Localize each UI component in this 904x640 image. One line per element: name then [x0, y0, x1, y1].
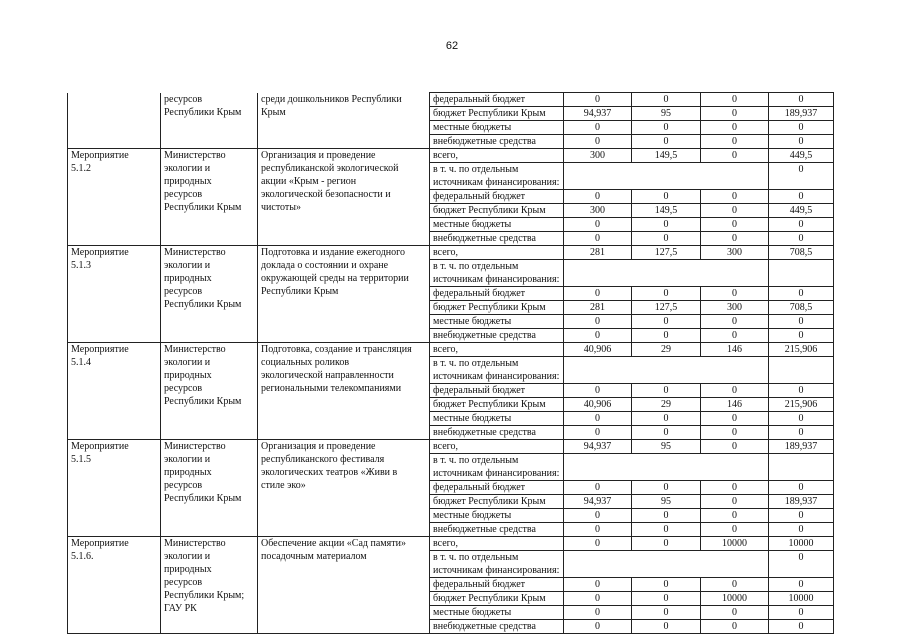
amount-cell-total: 708,5 [769, 301, 834, 315]
source-label: федеральный бюджет [430, 287, 564, 301]
measure-cell: Мероприятие 5.1.6. [68, 537, 161, 634]
amount-cell-v2: 0 [632, 287, 701, 301]
amount-cell-v3: 0 [701, 232, 769, 246]
description-cell: Обеспечение акции «Сад памяти» посадочным материалом [258, 537, 430, 634]
executor-cell: ресурсов Республики Крым [161, 93, 258, 149]
amount-cell-total: 708,5 [769, 246, 834, 260]
description-cell: Организация и проведение республиканской экологической акции «Крым - регион экологической безопасности и чистоты» [258, 149, 430, 246]
amount-cell-v2: 0 [632, 412, 701, 426]
amount-cell-v2: 95 [632, 495, 701, 509]
source-label: внебюджетные средства [430, 232, 564, 246]
amount-cell-v3: 0 [701, 440, 769, 454]
source-label: федеральный бюджет [430, 190, 564, 204]
empty-cell [564, 454, 769, 468]
measure-cell [68, 93, 161, 149]
amount-cell-v1: 0 [564, 509, 632, 523]
amount-cell-v3: 0 [701, 135, 769, 149]
amount-cell-v3: 0 [701, 287, 769, 301]
description-cell: среди дошкольников Республики Крым [258, 93, 430, 149]
amount-cell-total: 0 [769, 606, 834, 620]
description-cell: Подготовка, создание и трансляция социальных роликов экологической направленности региональными телекомпаниями [258, 343, 430, 440]
amount-cell-total: 0 [769, 509, 834, 523]
source-label: бюджет Республики Крым [430, 204, 564, 218]
source-label: бюджет Республики Крым [430, 398, 564, 412]
empty-cell [564, 260, 769, 274]
amount-cell-v3: 0 [701, 509, 769, 523]
source-label-including-cont: источникам финансирования: [430, 273, 564, 287]
amount-cell-total: 449,5 [769, 149, 834, 163]
amount-cell-v2: 0 [632, 218, 701, 232]
amount-cell-v2: 0 [632, 315, 701, 329]
empty-cell [769, 467, 834, 481]
empty-cell [564, 564, 769, 578]
amount-cell-v3: 0 [701, 204, 769, 218]
source-label: федеральный бюджет [430, 93, 564, 107]
amount-cell-v2: 0 [632, 606, 701, 620]
amount-cell-v1: 300 [564, 204, 632, 218]
amount-cell-total: 0 [769, 578, 834, 592]
amount-cell-total: 0 [769, 384, 834, 398]
amount-cell-total: 0 [769, 523, 834, 537]
funding-table [67, 92, 834, 634]
amount-cell-v1: 300 [564, 149, 632, 163]
source-label: бюджет Республики Крым [430, 592, 564, 606]
amount-cell-v3: 0 [701, 523, 769, 537]
amount-cell-v3: 0 [701, 190, 769, 204]
amount-cell-v1: 0 [564, 606, 632, 620]
amount-cell-v3: 0 [701, 481, 769, 495]
source-label: федеральный бюджет [430, 578, 564, 592]
table-row [68, 537, 834, 551]
amount-cell-v2: 0 [632, 93, 701, 107]
amount-cell-total: 0 [769, 481, 834, 495]
executor-cell: Министерство экологии и природных ресурсов Республики Крым [161, 149, 258, 246]
source-label: всего, [430, 246, 564, 260]
source-label: всего, [430, 440, 564, 454]
source-label: бюджет Республики Крым [430, 495, 564, 509]
amount-cell-v2: 0 [632, 592, 701, 606]
empty-cell [769, 176, 834, 190]
source-label: всего, [430, 343, 564, 357]
amount-cell-total: 0 [769, 287, 834, 301]
amount-cell-total [769, 260, 834, 274]
source-label: местные бюджеты [430, 606, 564, 620]
page-number: 62 [445, 40, 459, 52]
amount-cell-total: 189,937 [769, 440, 834, 454]
amount-cell-v3: 0 [701, 149, 769, 163]
source-label: местные бюджеты [430, 509, 564, 523]
measure-cell: Мероприятие 5.1.5 [68, 440, 161, 537]
amount-cell-total: 0 [769, 218, 834, 232]
amount-cell-total: 10000 [769, 537, 834, 551]
empty-cell [564, 273, 769, 287]
source-label-including: в т. ч. по отдельным [430, 454, 564, 468]
amount-cell-v2: 149,5 [632, 149, 701, 163]
source-label: федеральный бюджет [430, 384, 564, 398]
table-row [68, 93, 834, 107]
empty-cell [564, 370, 769, 384]
measure-cell: Мероприятие 5.1.2 [68, 149, 161, 246]
empty-cell [564, 551, 769, 565]
amount-cell-v3: 300 [701, 301, 769, 315]
amount-cell-v1: 94,937 [564, 495, 632, 509]
source-label-including: в т. ч. по отдельным [430, 551, 564, 565]
amount-cell-total: 215,906 [769, 398, 834, 412]
empty-cell [769, 564, 834, 578]
amount-cell-v3: 0 [701, 384, 769, 398]
amount-cell-v1: 281 [564, 301, 632, 315]
source-label: внебюджетные средства [430, 329, 564, 343]
source-label: местные бюджеты [430, 412, 564, 426]
amount-cell-total: 0 [769, 426, 834, 440]
table-row [68, 343, 834, 357]
amount-cell-v3: 0 [701, 107, 769, 121]
amount-cell-v1: 94,937 [564, 440, 632, 454]
amount-cell-v3: 0 [701, 578, 769, 592]
amount-cell-v2: 0 [632, 509, 701, 523]
amount-cell-total: 0 [769, 412, 834, 426]
amount-cell-v1: 0 [564, 578, 632, 592]
amount-cell-v2: 0 [632, 578, 701, 592]
amount-cell-v2: 29 [632, 398, 701, 412]
amount-cell-v1: 0 [564, 329, 632, 343]
source-label: внебюджетные средства [430, 135, 564, 149]
source-label-including-cont: источникам финансирования: [430, 176, 564, 190]
amount-cell-v2: 0 [632, 190, 701, 204]
source-label: внебюджетные средства [430, 523, 564, 537]
amount-cell-v2: 0 [632, 121, 701, 135]
amount-cell-total: 0 [769, 551, 834, 565]
amount-cell-total: 0 [769, 93, 834, 107]
amount-cell-v3: 0 [701, 412, 769, 426]
source-label-including: в т. ч. по отдельным [430, 163, 564, 177]
amount-cell-v3: 0 [701, 121, 769, 135]
executor-cell: Министерство экологии и природных ресурсов Республики Крым; ГАУ РК [161, 537, 258, 634]
amount-cell-v2: 0 [632, 620, 701, 634]
amount-cell-v3: 0 [701, 93, 769, 107]
amount-cell-v2: 0 [632, 537, 701, 551]
description-cell: Подготовка и издание ежегодного доклада о состоянии и охране окружающей среды на территории Республики Крым [258, 246, 430, 343]
source-label-including-cont: источникам финансирования: [430, 370, 564, 384]
amount-cell-v3: 0 [701, 620, 769, 634]
description-cell: Организация и проведение республиканского фестиваля экологических театров «Живи в стиле эко» [258, 440, 430, 537]
amount-cell-v1: 0 [564, 412, 632, 426]
amount-cell-v2: 0 [632, 523, 701, 537]
amount-cell-v2: 0 [632, 426, 701, 440]
amount-cell-v2: 149,5 [632, 204, 701, 218]
empty-cell [769, 370, 834, 384]
amount-cell-v1: 0 [564, 121, 632, 135]
source-label: местные бюджеты [430, 218, 564, 232]
amount-cell-v2: 127,5 [632, 246, 701, 260]
empty-cell [564, 467, 769, 481]
amount-cell-v2: 0 [632, 481, 701, 495]
measure-cell: Мероприятие 5.1.3 [68, 246, 161, 343]
source-label: федеральный бюджет [430, 481, 564, 495]
amount-cell-total: 0 [769, 620, 834, 634]
amount-cell-v1: 0 [564, 287, 632, 301]
amount-cell-total: 0 [769, 232, 834, 246]
amount-cell-total: 0 [769, 163, 834, 177]
amount-cell-v1: 0 [564, 190, 632, 204]
amount-cell-v3: 10000 [701, 537, 769, 551]
amount-cell-v1: 94,937 [564, 107, 632, 121]
table-row [68, 149, 834, 163]
amount-cell-v1: 0 [564, 135, 632, 149]
amount-cell-v2: 0 [632, 329, 701, 343]
amount-cell-v2: 95 [632, 440, 701, 454]
amount-cell-total: 10000 [769, 592, 834, 606]
amount-cell-v1: 0 [564, 384, 632, 398]
amount-cell-v3: 10000 [701, 592, 769, 606]
table-row [68, 246, 834, 260]
executor-cell: Министерство экологии и природных ресурсов Республики Крым [161, 246, 258, 343]
source-label: бюджет Республики Крым [430, 301, 564, 315]
amount-cell-v2: 127,5 [632, 301, 701, 315]
table-row [68, 440, 834, 454]
empty-cell [564, 163, 769, 177]
empty-cell [564, 357, 769, 371]
amount-cell-v1: 40,906 [564, 398, 632, 412]
amount-cell-v3: 0 [701, 606, 769, 620]
amount-cell-v3: 146 [701, 343, 769, 357]
amount-cell-v3: 0 [701, 315, 769, 329]
amount-cell-v1: 0 [564, 315, 632, 329]
amount-cell-v1: 0 [564, 620, 632, 634]
amount-cell-total: 189,937 [769, 107, 834, 121]
source-label-including-cont: источникам финансирования: [430, 467, 564, 481]
source-label: местные бюджеты [430, 121, 564, 135]
amount-cell-v3: 300 [701, 246, 769, 260]
executor-cell: Министерство экологии и природных ресурсов Республики Крым [161, 440, 258, 537]
amount-cell-v1: 0 [564, 481, 632, 495]
amount-cell-v1: 0 [564, 218, 632, 232]
amount-cell-v1: 0 [564, 537, 632, 551]
amount-cell-v1: 0 [564, 592, 632, 606]
amount-cell-total [769, 357, 834, 371]
empty-cell [769, 273, 834, 287]
amount-cell-v3: 146 [701, 398, 769, 412]
amount-cell-v3: 0 [701, 426, 769, 440]
source-label: всего, [430, 537, 564, 551]
amount-cell-v1: 40,906 [564, 343, 632, 357]
empty-cell [564, 176, 769, 190]
amount-cell-v3: 0 [701, 218, 769, 232]
source-label: всего, [430, 149, 564, 163]
amount-cell-v3: 0 [701, 329, 769, 343]
amount-cell-v3: 0 [701, 495, 769, 509]
executor-cell: Министерство экологии и природных ресурсов Республики Крым [161, 343, 258, 440]
source-label-including: в т. ч. по отдельным [430, 260, 564, 274]
amount-cell-total: 189,937 [769, 495, 834, 509]
source-label: бюджет Республики Крым [430, 107, 564, 121]
source-label-including: в т. ч. по отдельным [430, 357, 564, 371]
amount-cell-total: 0 [769, 315, 834, 329]
amount-cell-v1: 0 [564, 93, 632, 107]
amount-cell-total: 0 [769, 190, 834, 204]
amount-cell-v1: 0 [564, 523, 632, 537]
source-label-including-cont: источникам финансирования: [430, 564, 564, 578]
amount-cell-v2: 0 [632, 384, 701, 398]
amount-cell-total [769, 454, 834, 468]
amount-cell-total: 0 [769, 329, 834, 343]
amount-cell-total: 0 [769, 135, 834, 149]
amount-cell-v1: 0 [564, 232, 632, 246]
amount-cell-v2: 29 [632, 343, 701, 357]
amount-cell-v2: 0 [632, 232, 701, 246]
amount-cell-v1: 281 [564, 246, 632, 260]
source-label: внебюджетные средства [430, 426, 564, 440]
amount-cell-v2: 95 [632, 107, 701, 121]
amount-cell-total: 0 [769, 121, 834, 135]
amount-cell-v1: 0 [564, 426, 632, 440]
amount-cell-v2: 0 [632, 135, 701, 149]
source-label: местные бюджеты [430, 315, 564, 329]
measure-cell: Мероприятие 5.1.4 [68, 343, 161, 440]
source-label: внебюджетные средства [430, 620, 564, 634]
amount-cell-total: 215,906 [769, 343, 834, 357]
amount-cell-total: 449,5 [769, 204, 834, 218]
